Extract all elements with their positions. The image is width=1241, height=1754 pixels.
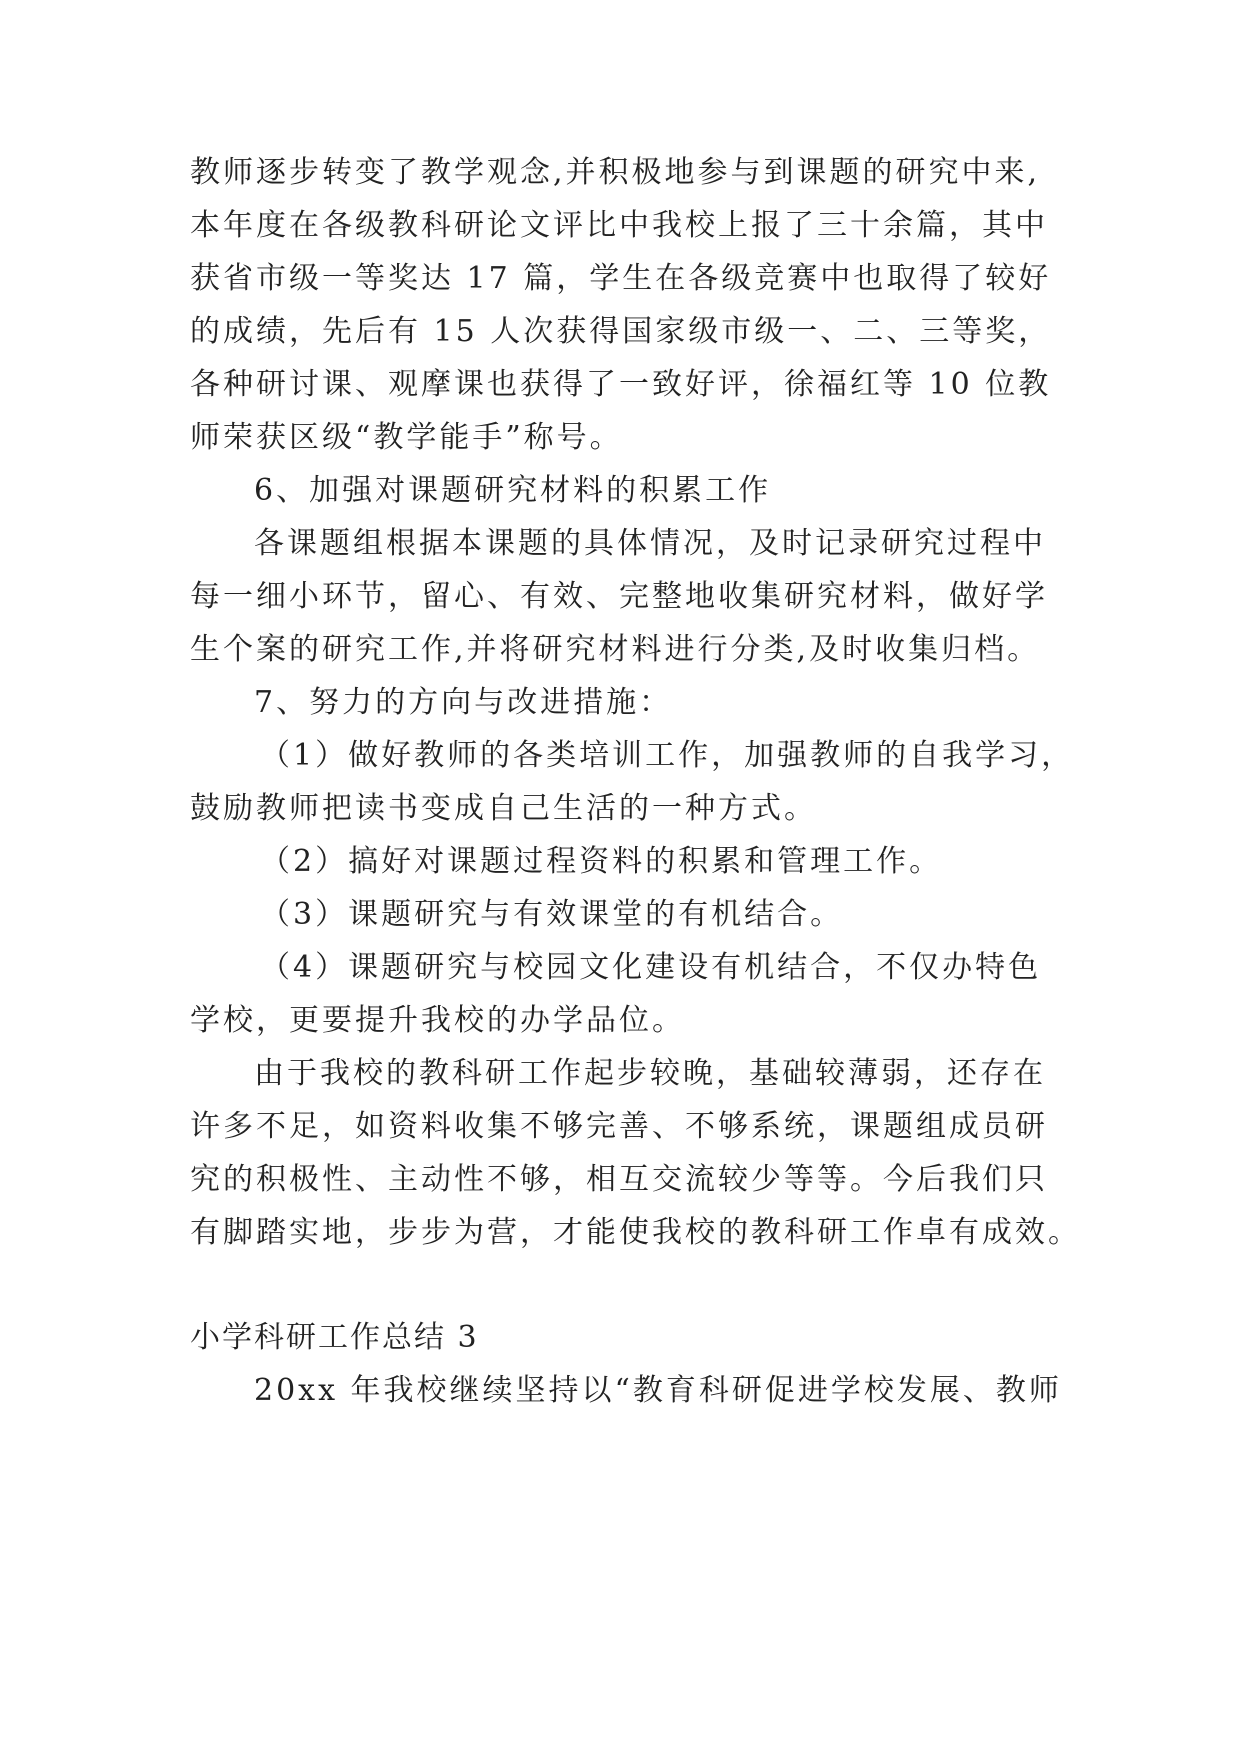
paragraph-first-line: 各课题组根据本课题的具体情况，及时记录研究过程中 (254, 526, 1046, 561)
body-line: 获省市级一等奖达 17 篇，学生在各级竞赛中也取得了较好 (190, 261, 1052, 296)
body-line: 师荣获区级“教学能手”称号。 (190, 420, 623, 455)
body-line: 生个案的研究工作,并将研究材料进行分类,及时收集归档。 (190, 632, 1041, 667)
body-line: 有脚踏实地，步步为营，才能使我校的教科研工作卓有成效。 (190, 1215, 1081, 1250)
body-line: 许多不足，如资料收集不够完善、不够系统，课题组成员研 (190, 1109, 1048, 1144)
body-line: 本年度在各级教科研论文评比中我校上报了三十余篇，其中 (190, 208, 1048, 243)
list-item-3: （3）课题研究与有效课堂的有机结合。 (260, 897, 844, 932)
body-line: 各种研讨课、观摩课也获得了一致好评，徐福红等 10 位教 (190, 367, 1052, 402)
body-line: 教师逐步转变了教学观念,并积极地参与到课题的研究中来, (190, 155, 1041, 190)
paragraph-first-line: 20xx 年我校继续坚持以“教育科研促进学校发展、教师 (254, 1373, 1062, 1408)
body-line: 的成绩，先后有 15 人次获得国家级市级一、二、三等奖， (190, 314, 1052, 349)
section-title: 小学科研工作总结 3 (190, 1320, 479, 1355)
list-item-2: （2）搞好对课题过程资料的积累和管理工作。 (260, 844, 943, 879)
paragraph-first-line: 由于我校的教科研工作起步较晚，基础较薄弱，还存在 (254, 1056, 1046, 1091)
body-line: 究的积极性、主动性不够，相互交流较少等等。今后我们只 (190, 1162, 1048, 1197)
section-heading-7: 7、努力的方向与改进措施： (254, 685, 673, 720)
list-item-1: （1）做好教师的各类培训工作，加强教师的自我学习， (260, 738, 1075, 773)
body-line: 学校，更要提升我校的办学品位。 (190, 1003, 685, 1038)
list-item-4: （4）课题研究与校园文化建设有机结合，不仅办特色 (260, 950, 1042, 985)
section-heading-6: 6、加强对课题研究材料的积累工作 (254, 473, 772, 508)
body-line: 每一细小环节，留心、有效、完整地收集研究材料，做好学 (190, 579, 1048, 614)
body-line: 鼓励教师把读书变成自己生活的一种方式。 (190, 791, 817, 826)
